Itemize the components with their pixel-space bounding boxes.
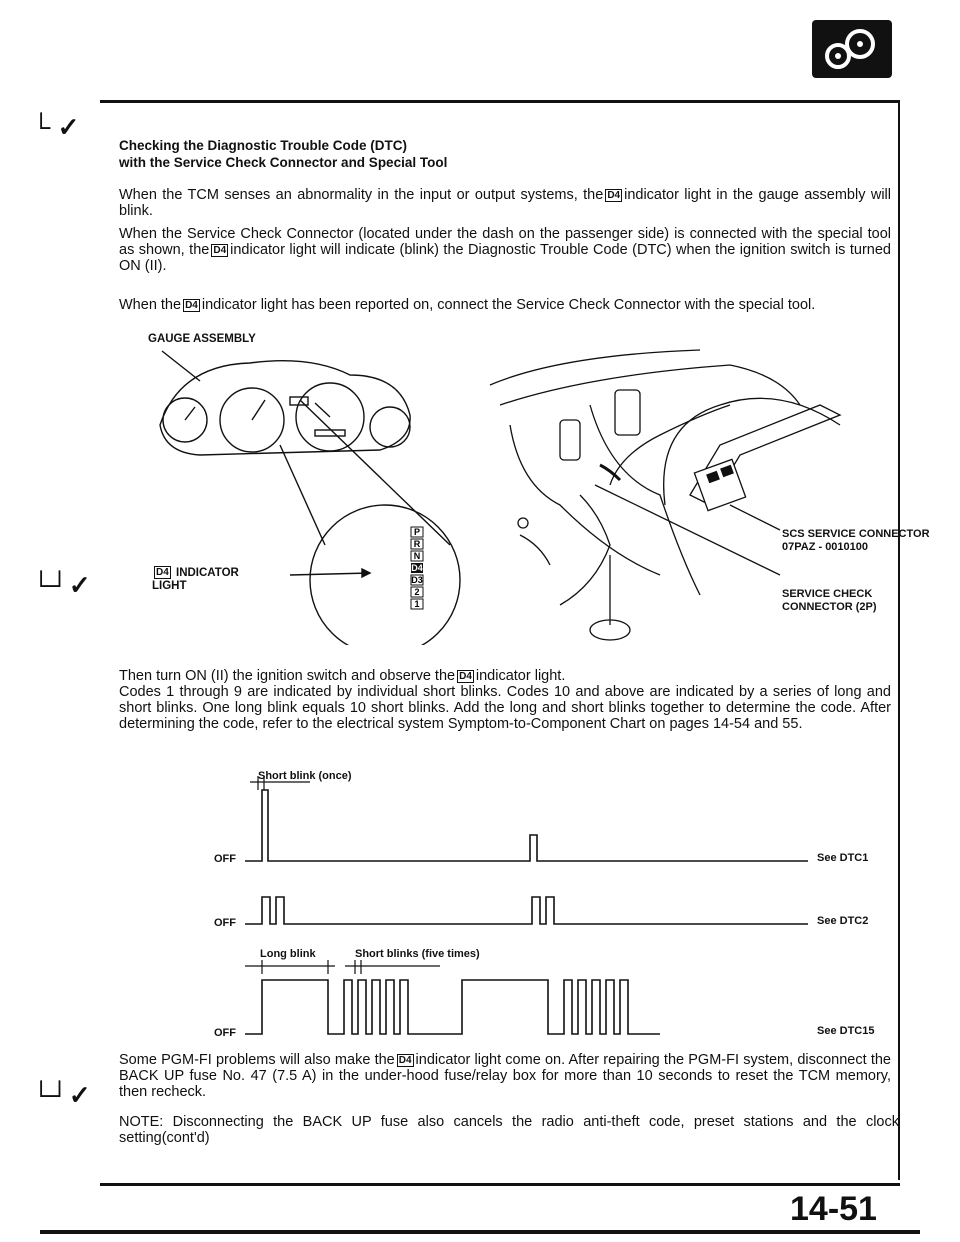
service-check-connector-label: SERVICE CHECK CONNECTOR (2P) xyxy=(782,588,877,613)
gear-1: 1 xyxy=(414,599,420,609)
short-blink-label: Short blink (once) xyxy=(258,770,352,782)
gear-P: P xyxy=(413,527,421,537)
margin-mark-1: └ ✓ xyxy=(32,112,80,142)
gear-2: 2 xyxy=(414,587,420,597)
d4-indicator-symbol: D4 xyxy=(156,567,169,578)
margin-mark-3: └┘✓ xyxy=(32,1080,91,1110)
page-number: 14-51 xyxy=(790,1190,877,1228)
dtc2-wave xyxy=(245,897,808,924)
dtc15-wave xyxy=(245,980,660,1034)
scs-connector-label: SCS SERVICE CONNECTOR 07PAZ - 0010100 xyxy=(782,528,930,553)
d4-indicator-symbol: D4 xyxy=(607,190,621,201)
indicator-light-label: D4 INDICATOR LIGHT xyxy=(152,567,239,592)
gear-D4: D4 xyxy=(411,563,423,573)
bottom-rule xyxy=(40,1230,920,1234)
gear-N: N xyxy=(413,551,421,561)
paragraph-1: When the TCM senses an abnormality in the input or output systems, the D4 indicator light in the gauge assembly will blink. xyxy=(119,187,891,219)
paragraph-2: When the Service Check Connector (located under the dash on the passenger side) is connected with the special tool as shown, the D4 indicator light will indicate (blink) the Diagnostic Trouble Code (DTC) when the ignition switch is turned ON (II). xyxy=(119,226,891,274)
dtc1-label: See DTC1 xyxy=(817,852,869,864)
footer-rule xyxy=(100,1183,900,1186)
d4-indicator-symbol: D4 xyxy=(213,245,227,256)
off-label-3: OFF xyxy=(214,1027,236,1039)
paragraph-3: When the D4 indicator light has been reported on, connect the Service Check Connector with the special tool. xyxy=(119,297,816,313)
d4-indicator-symbol: D4 xyxy=(459,671,472,682)
long-blink-label: Long blink xyxy=(260,948,316,960)
margin-mark-2: └┘✓ xyxy=(32,570,91,600)
dtc15-label: See DTC15 xyxy=(817,1025,875,1037)
gear-R: R xyxy=(413,539,421,549)
off-label-2: OFF xyxy=(214,917,236,929)
gear-D3: D3 xyxy=(411,575,423,585)
off-label-1: OFF xyxy=(214,853,236,865)
note-text: NOTE: Disconnecting the BACK UP fuse also cancels the radio anti-theft code, preset stations and the clock setting(cont'd) xyxy=(119,1114,899,1146)
gauge-assembly-label: GAUGE ASSEMBLY xyxy=(148,333,256,345)
d4-indicator-symbol: D4 xyxy=(398,1055,412,1066)
title-line-2: with the Service Check Connector and Special Tool xyxy=(119,155,448,170)
d4-indicator-symbol: D4 xyxy=(185,300,198,311)
dtc1-wave xyxy=(245,790,808,861)
paragraph-5: Codes 1 through 9 are indicated by individual short blinks. Codes 10 and above are indicated by a series of long and short blinks. One long blink equals 10 short blinks. Add the long and short blinks together to determine the code. After determining the code, refer to the electrical system Symptom-to-Component Chart on pages 14-54 and 55. xyxy=(119,684,891,732)
short-blinks-five-label: Short blinks (five times) xyxy=(355,948,480,960)
dtc2-label: See DTC2 xyxy=(817,915,869,927)
paragraph-6: Some PGM-FI problems will also make the D4 indicator light come on. After repairing the PGM-FI system, disconnect the BACK UP fuse No. 47 (7.5 A) in the under-hood fuse/relay box for more than 10 seconds to reset the TCM memory, then recheck. xyxy=(119,1052,891,1100)
paragraph-4: Then turn ON (II) the ignition switch and observe the D4 indicator light. xyxy=(119,668,566,684)
title-line-1: Checking the Diagnostic Trouble Code (DTC) xyxy=(119,138,408,153)
